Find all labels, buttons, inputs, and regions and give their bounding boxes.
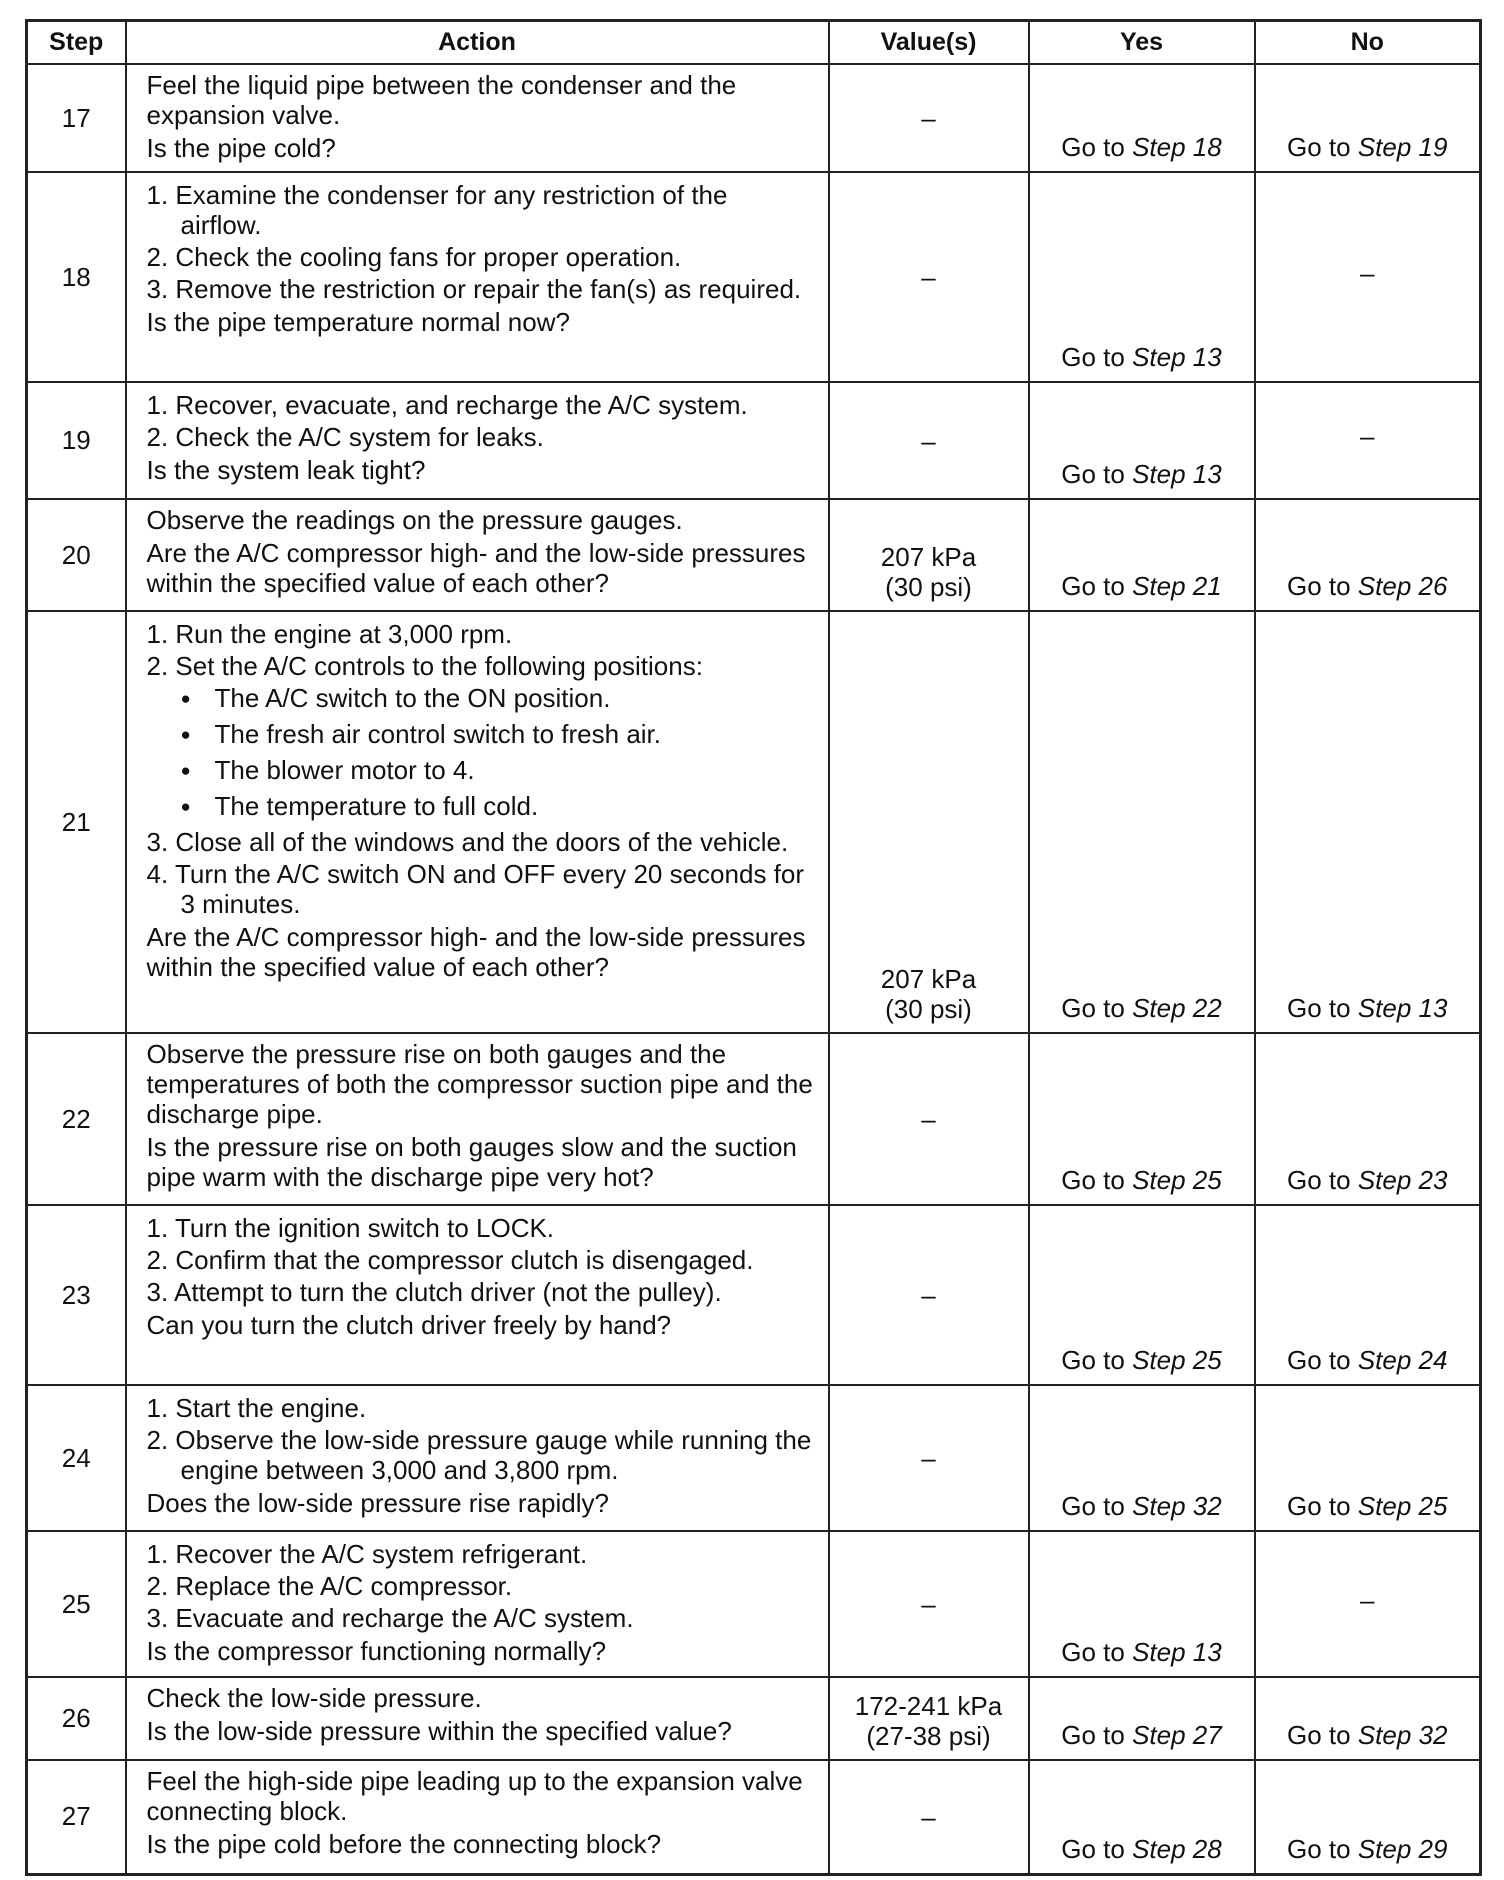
header-values: Value(s)	[829, 21, 1029, 65]
no-cell	[1255, 1677, 1481, 1760]
no-cell	[1255, 1760, 1481, 1874]
value-cell: –	[829, 64, 1029, 172]
table-row	[27, 1205, 1481, 1385]
header-action: Action	[126, 21, 829, 65]
table-row	[27, 1760, 1481, 1874]
value-cell: –	[829, 1760, 1029, 1874]
no-step-ref: Step 24	[1357, 1345, 1448, 1375]
yes-cell	[1029, 1760, 1255, 1874]
table-row	[27, 611, 1481, 1033]
no-step-ref: Step 25	[1357, 1491, 1448, 1521]
action-cell	[126, 1531, 829, 1677]
action-cell	[126, 64, 829, 172]
step-number: 24	[27, 1385, 126, 1531]
action-bullet: ● The A/C switch to the ON position.	[147, 683, 816, 717]
action-intro: Check the low-side pressure.	[146, 1683, 482, 1713]
yes-cell	[1029, 611, 1255, 1033]
step-number: 26	[27, 1677, 126, 1760]
table-row	[27, 64, 1481, 172]
go-to-label: Go to	[1061, 1491, 1125, 1521]
no-cell: –	[1255, 382, 1481, 499]
action-item: 3. Remove the restriction or repair the fan(s) as required.	[146, 274, 802, 304]
value-cell: –	[829, 382, 1029, 499]
yes-step-ref: Step 27	[1132, 1720, 1222, 1750]
value-cell: –	[829, 1033, 1029, 1205]
yes-cell	[1029, 64, 1255, 172]
no-step-ref: Step 29	[1357, 1833, 1448, 1864]
action-question: Is the low-side pressure within the specified value?	[146, 1716, 732, 1746]
action-cell	[126, 1205, 829, 1385]
action-cell	[126, 1033, 829, 1205]
no-step-ref: Step 13	[1357, 993, 1448, 1023]
table-row	[27, 1531, 1481, 1677]
no-cell	[1255, 1033, 1481, 1205]
header-step: Step	[27, 21, 126, 65]
action-cell	[126, 1677, 829, 1760]
action-cell	[126, 172, 829, 382]
table-row	[27, 382, 1481, 499]
yes-step-ref: Step 21	[1132, 571, 1222, 601]
value-cell	[829, 611, 1029, 1033]
value-cell	[829, 499, 1029, 611]
action-question: Are the A/C compressor high- and the low-side pressures within the specified value of each other?	[146, 922, 806, 982]
go-to-label: Go to	[1287, 1491, 1351, 1521]
step-number: 18	[27, 172, 126, 382]
step-number: 22	[27, 1033, 126, 1205]
go-to-label: Go to	[1287, 1345, 1351, 1375]
go-to-label: Go to	[1287, 132, 1351, 162]
go-to-label: Go to	[1061, 342, 1125, 372]
no-step-ref: Step 26	[1357, 571, 1448, 601]
action-item: 1. Recover, evacuate, and recharge the A/C system.	[146, 390, 748, 420]
go-to-label: Go to	[1061, 993, 1125, 1023]
yes-cell	[1029, 172, 1255, 382]
action-item: 3. Attempt to turn the clutch driver (not the pulley).	[146, 1277, 722, 1307]
no-cell	[1255, 499, 1481, 611]
value-line: (30 psi)	[885, 994, 972, 1024]
yes-step-ref: Step 13	[1132, 1637, 1222, 1667]
action-question: Is the system leak tight?	[146, 455, 426, 485]
yes-cell	[1029, 1677, 1255, 1760]
action-item: 2. Check the cooling fans for proper operation.	[146, 242, 682, 272]
action-item: 3. Close all of the windows and the doors of the vehicle.	[146, 827, 789, 857]
no-step-ref: Step 19	[1357, 132, 1448, 162]
go-to-label: Go to	[1061, 1720, 1125, 1750]
go-to-label: Go to	[1287, 571, 1351, 601]
go-to-label: Go to	[1287, 1165, 1351, 1195]
no-cell	[1255, 1385, 1481, 1531]
value-line: 172-241 kPa	[854, 1691, 1003, 1721]
value-line: 207 kPa	[880, 542, 977, 572]
yes-cell	[1029, 1385, 1255, 1531]
go-to-label: Go to	[1061, 1833, 1125, 1864]
no-step-ref: Step 23	[1357, 1165, 1448, 1195]
header-row	[27, 21, 1481, 65]
go-to-label: Go to	[1061, 1637, 1125, 1667]
action-cell	[126, 1760, 829, 1874]
action-item: 2. Replace the A/C compressor.	[146, 1571, 513, 1601]
no-cell: –	[1255, 1531, 1481, 1677]
no-cell	[1255, 611, 1481, 1033]
header-no: No	[1255, 21, 1481, 65]
action-item: 2. Confirm that the compressor clutch is disengaged.	[146, 1245, 754, 1275]
action-question: Are the A/C compressor high- and the low-side pressures within the specified value of each other?	[146, 538, 806, 598]
go-to-label: Go to	[1287, 993, 1351, 1023]
table-row	[27, 1677, 1481, 1760]
go-to-label: Go to	[1061, 132, 1125, 162]
action-item: 2. Observe the low-side pressure gauge while running the engine between 3,000 and 3,800 rpm.	[146, 1425, 812, 1485]
action-item: 1. Turn the ignition switch to LOCK.	[146, 1213, 555, 1243]
action-question: Is the pressure rise on both gauges slow and the suction pipe warm with the discharge pipe very hot?	[146, 1132, 797, 1192]
action-intro: Observe the readings on the pressure gauges.	[146, 505, 683, 535]
action-item: 2. Check the A/C system for leaks.	[146, 422, 544, 452]
action-question: Is the pipe cold?	[146, 133, 336, 163]
action-bullet: ● The temperature to full cold.	[147, 791, 816, 825]
header-yes: Yes	[1029, 21, 1255, 65]
step-number: 21	[27, 611, 126, 1033]
yes-step-ref: Step 25	[1132, 1345, 1222, 1375]
action-intro: Feel the high-side pipe leading up to the expansion valve connecting block.	[146, 1766, 803, 1826]
yes-step-ref: Step 32	[1132, 1491, 1222, 1521]
action-intro: Observe the pressure rise on both gauges and the temperatures of both the compressor suction pipe and the discharge pipe.	[146, 1039, 813, 1129]
action-item: 2. Set the A/C controls to the following positions:	[146, 651, 703, 681]
table-row	[27, 499, 1481, 611]
yes-step-ref: Step 18	[1132, 132, 1222, 162]
action-item: 3. Evacuate and recharge the A/C system.	[146, 1603, 634, 1633]
action-item: 4. Turn the A/C switch ON and OFF every 20 seconds for 3 minutes.	[146, 859, 805, 919]
action-bullet: ● The blower motor to 4.	[147, 755, 816, 789]
yes-cell	[1029, 382, 1255, 499]
action-item: 1. Recover the A/C system refrigerant.	[146, 1539, 588, 1569]
action-question: Can you turn the clutch driver freely by hand?	[146, 1310, 672, 1340]
action-intro: Feel the liquid pipe between the condenser and the expansion valve.	[146, 70, 737, 130]
no-cell	[1255, 1205, 1481, 1385]
step-number: 20	[27, 499, 126, 611]
action-item: 1. Examine the condenser for any restriction of the airflow.	[146, 180, 728, 240]
value-line: 207 kPa	[880, 964, 977, 994]
go-to-label: Go to	[1061, 459, 1125, 489]
go-to-label: Go to	[1061, 571, 1125, 601]
yes-step-ref: Step 13	[1132, 342, 1222, 372]
value-cell	[829, 1677, 1029, 1760]
yes-cell	[1029, 1531, 1255, 1677]
yes-cell	[1029, 499, 1255, 611]
action-question: Does the low-side pressure rise rapidly?	[146, 1488, 609, 1518]
yes-step-ref: Step 25	[1132, 1165, 1222, 1195]
table-row	[27, 1033, 1481, 1205]
step-number: 23	[27, 1205, 126, 1385]
step-number: 27	[27, 1760, 126, 1874]
value-cell: –	[829, 1385, 1029, 1531]
action-question: Is the compressor functioning normally?	[146, 1636, 607, 1666]
value-line: (30 psi)	[885, 572, 972, 602]
action-item: 1. Start the engine.	[146, 1393, 367, 1423]
action-item: 1. Run the engine at 3,000 rpm.	[146, 619, 513, 649]
no-cell: –	[1255, 172, 1481, 382]
diagnostic-table	[25, 19, 1482, 1876]
no-cell	[1255, 64, 1481, 172]
action-question: Is the pipe cold before the connecting block?	[146, 1829, 662, 1859]
value-cell: –	[829, 172, 1029, 382]
go-to-label: Go to	[1061, 1165, 1125, 1195]
yes-step-ref: Step 28	[1132, 1833, 1222, 1864]
no-step-ref: Step 32	[1357, 1720, 1448, 1750]
action-cell	[126, 1385, 829, 1531]
step-number: 19	[27, 382, 126, 499]
action-cell	[126, 499, 829, 611]
action-cell	[126, 611, 829, 1033]
yes-cell	[1029, 1205, 1255, 1385]
table-row	[27, 172, 1481, 382]
yes-step-ref: Step 13	[1132, 459, 1222, 489]
go-to-label: Go to	[1287, 1720, 1351, 1750]
go-to-label: Go to	[1061, 1345, 1125, 1375]
action-question: Is the pipe temperature normal now?	[146, 307, 570, 337]
step-number: 17	[27, 64, 126, 172]
value-cell: –	[829, 1205, 1029, 1385]
value-cell: –	[829, 1531, 1029, 1677]
action-cell	[126, 382, 829, 499]
table-row	[27, 1385, 1481, 1531]
go-to-label: Go to	[1287, 1833, 1351, 1864]
step-number: 25	[27, 1531, 126, 1677]
yes-step-ref: Step 22	[1132, 993, 1222, 1023]
yes-cell	[1029, 1033, 1255, 1205]
action-bullet: ● The fresh air control switch to fresh air.	[147, 719, 816, 753]
value-line: (27-38 psi)	[866, 1721, 991, 1751]
